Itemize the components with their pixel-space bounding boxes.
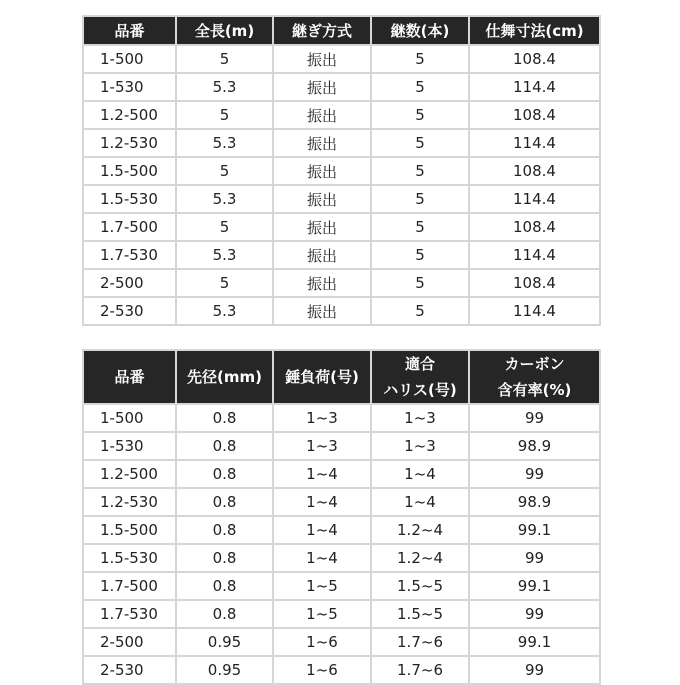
table-cell: 114.4 [469, 185, 600, 213]
table-cell: 1~3 [273, 404, 371, 432]
table-cell: 108.4 [469, 45, 600, 73]
column-header-label: 適合 [404, 355, 435, 373]
table-cell: 108.4 [469, 101, 600, 129]
table-cell: 0.8 [176, 516, 273, 544]
table-row [83, 241, 600, 269]
table-row [83, 544, 600, 572]
table-cell: 1.7-500 [83, 572, 176, 600]
table-body [83, 45, 600, 325]
column-header-label: 仕舞寸法(cm) [485, 22, 584, 40]
column-header [176, 16, 273, 45]
column-header-label: カーボン [504, 355, 565, 373]
table-cell: 1~3 [371, 404, 469, 432]
table-cell: 0.8 [176, 432, 273, 460]
table-cell: 1.7~6 [371, 628, 469, 656]
table-cell: 1~4 [273, 488, 371, 516]
table-cell: 1.2-500 [83, 101, 176, 129]
table-cell: 1.5~5 [371, 572, 469, 600]
table-cell: 1-500 [83, 404, 176, 432]
table-cell: 5 [176, 269, 273, 297]
table-cell: 99 [469, 404, 600, 432]
table-cell: 1.2-530 [83, 488, 176, 516]
table-cell: 1~5 [273, 600, 371, 628]
table-cell: 99.1 [469, 628, 600, 656]
spec-table-length [82, 15, 601, 326]
table-cell: 98.9 [469, 432, 600, 460]
table-row [83, 488, 600, 516]
table-cell: 5 [176, 45, 273, 73]
table-cell: 1~6 [273, 656, 371, 684]
table-cell: 5.3 [176, 241, 273, 269]
table-cell: 振出 [273, 157, 371, 185]
table-cell: 114.4 [469, 129, 600, 157]
column-header [371, 16, 469, 45]
table-row [83, 185, 600, 213]
table-cell: 5 [371, 297, 469, 325]
table-cell: 振出 [273, 73, 371, 101]
table-cell: 5 [371, 129, 469, 157]
table-cell: 0.8 [176, 488, 273, 516]
table-cell: 1~3 [371, 432, 469, 460]
table-cell: 1.2~4 [371, 544, 469, 572]
table-cell: 1-530 [83, 73, 176, 101]
column-header [273, 350, 371, 404]
header-row [83, 16, 600, 45]
table-row [83, 600, 600, 628]
table-row [83, 404, 600, 432]
table-cell: 5 [371, 45, 469, 73]
table-cell: 1.5~5 [371, 600, 469, 628]
table-cell: 114.4 [469, 73, 600, 101]
table-cell: 1.5-530 [83, 185, 176, 213]
column-header [469, 16, 600, 45]
table-cell: 1.2-530 [83, 129, 176, 157]
table-cell: 108.4 [469, 213, 600, 241]
table-cell: 99 [469, 460, 600, 488]
table-cell: 1.2~4 [371, 516, 469, 544]
table-cell: 5.3 [176, 73, 273, 101]
table-row [83, 45, 600, 73]
column-header-label: 全長(m) [194, 22, 255, 40]
column-header-label: 先径(mm) [187, 368, 262, 386]
table-cell: 振出 [273, 101, 371, 129]
table-row [83, 516, 600, 544]
table-cell: 5 [371, 269, 469, 297]
table-row [83, 572, 600, 600]
table-cell: 1~4 [273, 544, 371, 572]
table-row [83, 297, 600, 325]
table-cell: 2-500 [83, 269, 176, 297]
table-cell: 1.7-530 [83, 600, 176, 628]
table-cell: 5 [371, 157, 469, 185]
table-row [83, 73, 600, 101]
table-row [83, 213, 600, 241]
table-cell: 5 [371, 185, 469, 213]
column-header-label: 品番 [114, 368, 145, 386]
table-row [83, 101, 600, 129]
table-row [83, 269, 600, 297]
table-cell: 1.7-530 [83, 241, 176, 269]
table-cell: 5 [176, 213, 273, 241]
table-cell: 108.4 [469, 269, 600, 297]
table-cell: 2-500 [83, 628, 176, 656]
table-cell: 5.3 [176, 185, 273, 213]
table-cell: 5 [371, 73, 469, 101]
table-row [83, 432, 600, 460]
column-header [469, 350, 600, 404]
table-cell: 1~6 [273, 628, 371, 656]
table-cell: 0.95 [176, 628, 273, 656]
table-cell: 振出 [273, 213, 371, 241]
table-cell: 1~4 [371, 488, 469, 516]
table-cell: 振出 [273, 241, 371, 269]
table-cell: 114.4 [469, 241, 600, 269]
table-cell: 0.95 [176, 656, 273, 684]
table-cell: 2-530 [83, 656, 176, 684]
table-cell: 99 [524, 661, 545, 679]
table-cell: 0.8 [176, 404, 273, 432]
column-header-label: 含有率(%) [497, 381, 572, 399]
table-cell: 99.1 [469, 572, 600, 600]
column-header-label: 継ぎ方式 [291, 22, 352, 40]
table-cell: 1.5-500 [83, 516, 176, 544]
table-cell: 99 [469, 600, 600, 628]
table-cell: 振出 [273, 45, 371, 73]
table-cell: 振出 [273, 129, 371, 157]
header-row [83, 350, 600, 404]
table-cell: 5 [371, 213, 469, 241]
table-cell: 5 [371, 101, 469, 129]
table-cell: 0.8 [176, 460, 273, 488]
table-cell: 1~4 [371, 460, 469, 488]
column-header-label: 継数(本) [390, 22, 450, 40]
table-cell: 1-500 [83, 45, 176, 73]
table-cell: 5 [176, 101, 273, 129]
table-cell: 1-530 [83, 432, 176, 460]
table-header [83, 16, 600, 45]
table-cell: 振出 [273, 185, 371, 213]
table-cell: 5.3 [176, 129, 273, 157]
table-cell: 1.7~6 [371, 656, 469, 684]
table-cell: 振出 [273, 269, 371, 297]
table-cell: 1.7-500 [83, 213, 176, 241]
column-header-label: 品番 [114, 22, 145, 40]
table-cell: 1~3 [273, 432, 371, 460]
table-cell: 0.8 [176, 600, 273, 628]
table-cell: 2-530 [83, 297, 176, 325]
table-cell: 5 [176, 157, 273, 185]
table-row [83, 628, 600, 656]
table-cell: 振出 [273, 297, 371, 325]
table-cell: 0.8 [176, 544, 273, 572]
table-row [83, 129, 600, 157]
column-header [83, 16, 176, 45]
table-cell: 1.2-500 [83, 460, 176, 488]
spec-table-tip [82, 349, 601, 685]
column-header [83, 350, 176, 404]
column-header [273, 16, 371, 45]
table-body [83, 404, 600, 684]
table-header [83, 350, 600, 404]
table-cell: 108.4 [469, 157, 600, 185]
table-cell: 1.5-530 [83, 544, 176, 572]
column-header [176, 350, 273, 404]
table-cell: 114.4 [513, 302, 556, 320]
table-cell: 5.3 [176, 297, 273, 325]
column-header [371, 350, 469, 404]
table-cell: 0.8 [176, 572, 273, 600]
table-cell: 1~5 [273, 572, 371, 600]
table-row [83, 157, 600, 185]
table-row [83, 460, 600, 488]
table-cell: 5 [371, 241, 469, 269]
table-cell: 1.5-500 [83, 157, 176, 185]
table-cell: 1~4 [273, 516, 371, 544]
column-header-label: ハリス(号) [383, 381, 457, 399]
table-cell: 99 [469, 544, 600, 572]
table-cell: 99.1 [469, 516, 600, 544]
table-cell: 98.9 [469, 488, 600, 516]
table-cell: 1~4 [273, 460, 371, 488]
column-header-label: 錘負荷(号) [285, 368, 359, 386]
